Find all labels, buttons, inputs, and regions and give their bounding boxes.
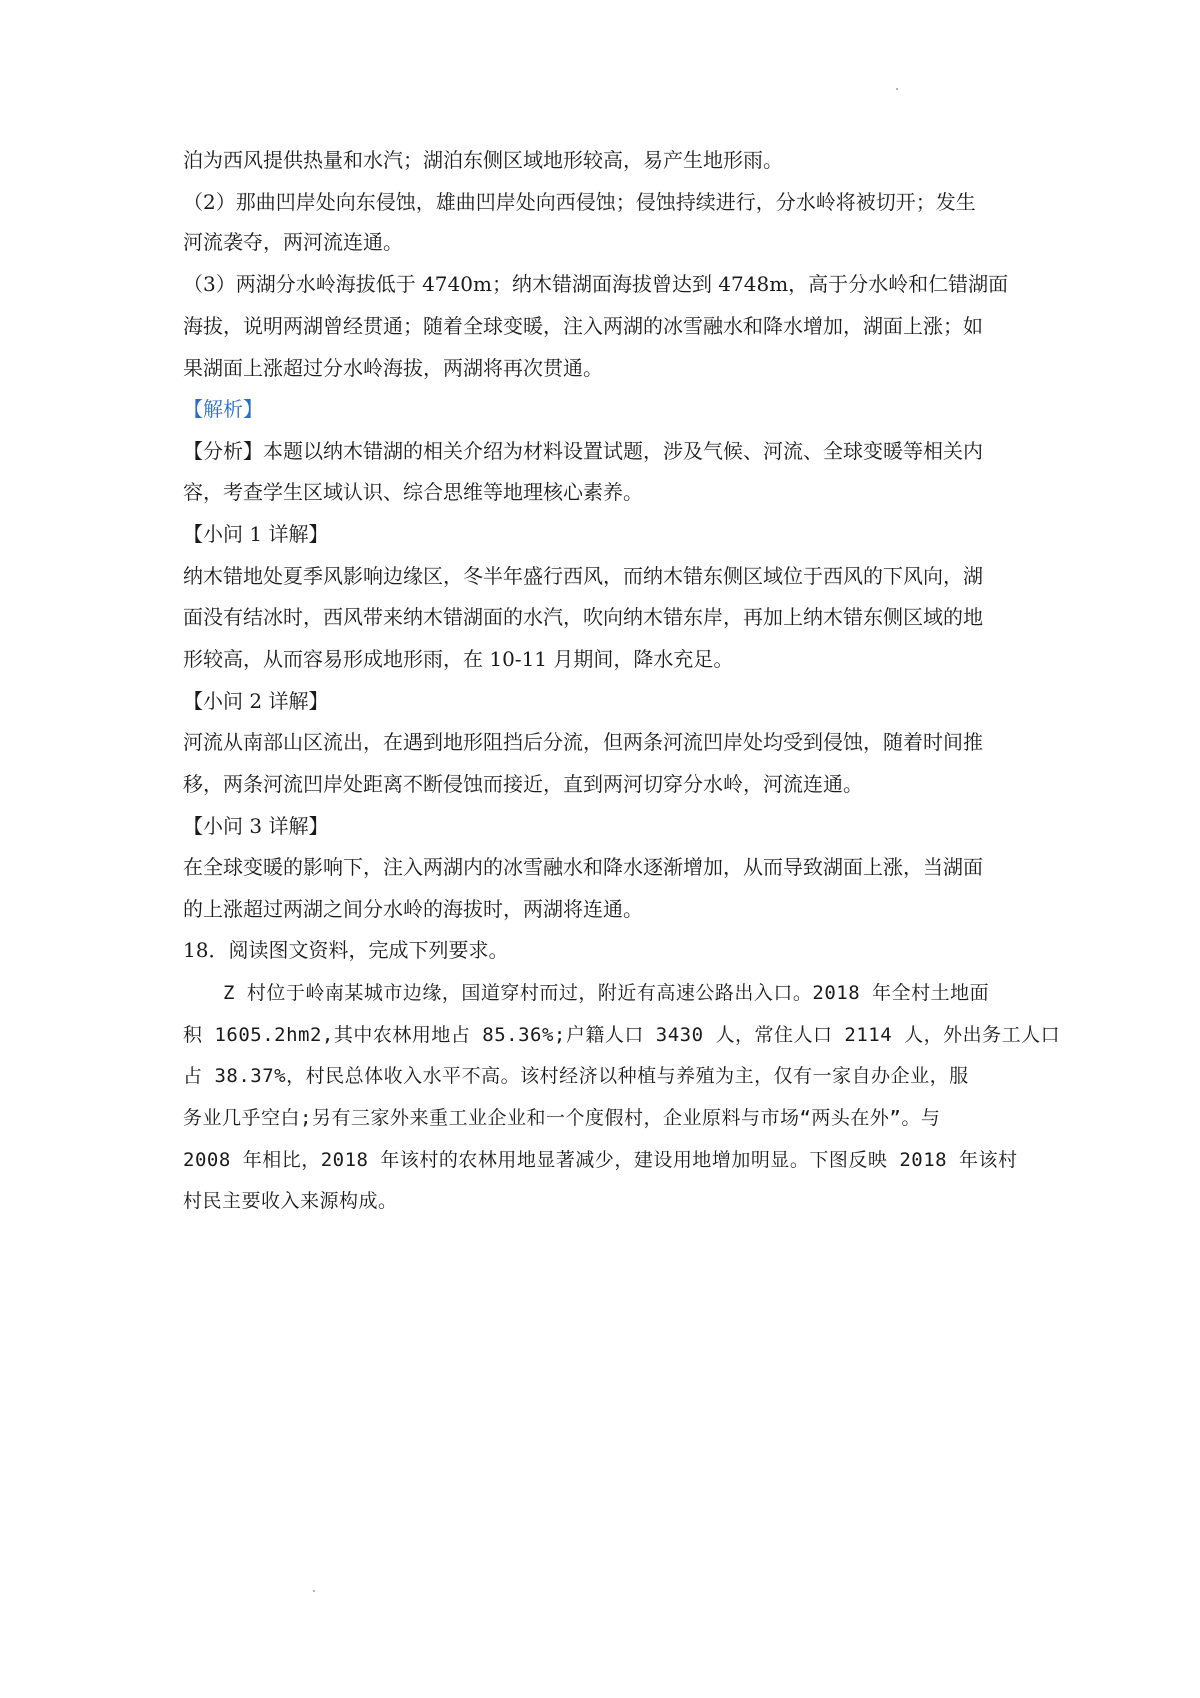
scan-dot (896, 88, 898, 90)
sub-question-1-line: 纳木错地处夏季风影响边缘区，冬半年盛行西风，而纳木错东侧区域位于西风的下风向，湖 (183, 564, 983, 588)
sub-question-3-line: 的上涨超过两湖之间分水岭的海拔时，两湖将连通。 (183, 897, 643, 921)
material-line: 2008 年相比，2018 年该村的农林用地显著减少，建设用地增加明显。下图反映 2018 年该村 (183, 1149, 1018, 1171)
material-line: Z 村位于岭南某城市边缘，国道穿村而过，附近有高速公路出入口。2018 年全村土地面 (223, 982, 990, 1004)
material-line: 占 38.37%，村民总体收入水平不高。该村经济以种植与养殖为主，仅有一家自办企业，服 (183, 1065, 969, 1087)
scan-dot (313, 1590, 315, 1592)
material-line: 村民主要收入来源构成。 (183, 1190, 398, 1212)
answer-2-line: 河流袭夺，两河流连通。 (183, 230, 403, 254)
answer-2-line: （2）那曲凹岸处向东侵蚀，雄曲凹岸处向西侵蚀；侵蚀持续进行，分水岭将被切开；发生 (183, 190, 976, 214)
answer-3-line: （3）两湖分水岭海拔低于 4740m；纳木错湖面海拔曾达到 4748m，高于分水岭和仁错湖面 (183, 272, 1009, 296)
answer-3-line: 果湖面上涨超过分水岭海拔，两湖将再次贯通。 (183, 356, 603, 380)
sub-question-2-line: 移，两条河流凹岸处距离不断侵蚀而接近，直到两河切穿分水岭，河流连通。 (183, 772, 863, 796)
sub-question-1-line: 面没有结冰时，西风带来纳木错湖面的水汽，吹向纳木错东岸，再加上纳木错东侧区域的地 (183, 605, 983, 629)
sub-question-2-heading: 【小问 2 详解】 (183, 689, 329, 713)
sub-question-3-line: 在全球变暖的影响下，注入两湖内的冰雪融水和降水逐渐增加，从而导致湖面上涨，当湖面 (183, 855, 983, 879)
answer-line: 泊为西风提供热量和水汽；湖泊东侧区域地形较高，易产生地形雨。 (183, 148, 783, 172)
sub-question-2-line: 河流从南部山区流出，在遇到地形阻挡后分流，但两条河流凹岸处均受到侵蚀，随着时间推 (183, 730, 983, 754)
material-line: 积 1605.2hm2,其中农林用地占 85.36%;户籍人口 3430 人，常住人口 2114 人，外出务工人口 (183, 1024, 1061, 1046)
question-18-title: 18．阅读图文资料，完成下列要求。 (183, 938, 509, 962)
sub-question-1-line: 形较高，从而容易形成地形雨，在 10-11 月期间，降水充足。 (183, 647, 734, 671)
analysis-heading: 【解析】 (183, 397, 263, 421)
analysis-line: 【分析】本题以纳木错湖的相关介绍为材料设置试题，涉及气候、河流、全球变暖等相关内 (183, 439, 983, 463)
material-line: 务业几乎空白;另有三家外来重工业企业和一个度假村，企业原料与市场“两头在外”。与 (183, 1107, 941, 1129)
analysis-line: 容，考查学生区域认识、综合思维等地理核心素养。 (183, 480, 643, 504)
sub-question-1-heading: 【小问 1 详解】 (183, 522, 329, 546)
sub-question-3-heading: 【小问 3 详解】 (183, 814, 329, 838)
answer-3-line: 海拔，说明两湖曾经贯通；随着全球变暖，注入两湖的冰雪融水和降水增加，湖面上涨；如 (183, 314, 983, 338)
